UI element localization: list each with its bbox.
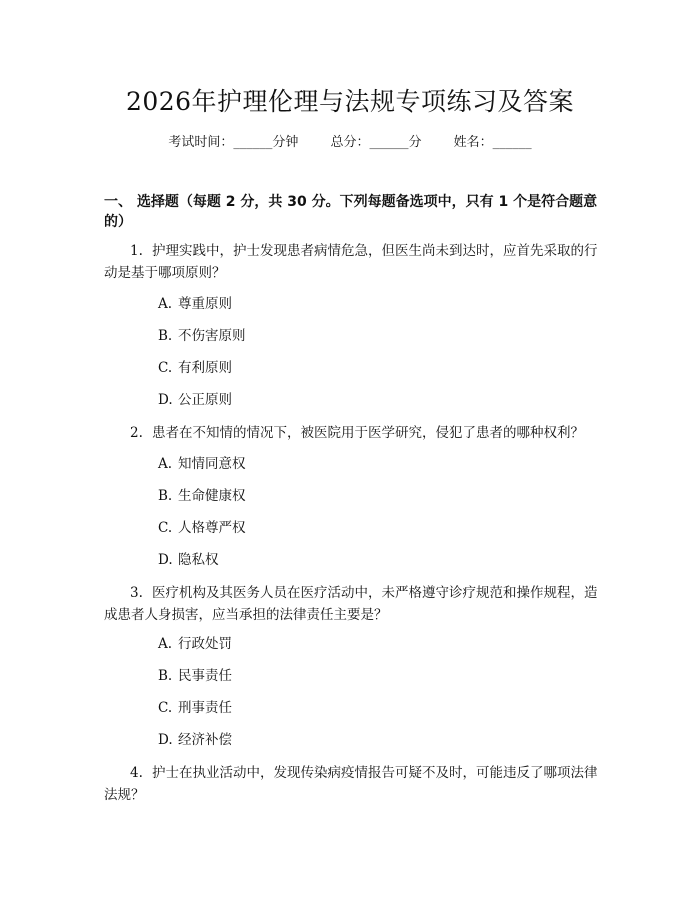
option-letter: C. <box>158 700 173 716</box>
question-stem: 护士在执业活动中，发现传染病疫情报告可疑不及时，可能违反了哪项法律法规？ <box>104 765 598 803</box>
option-letter: A. <box>158 296 173 312</box>
exam-time-field: 考试时间：______分钟 <box>168 135 299 150</box>
option-1d <box>158 390 232 410</box>
option-text: 人格尊严权 <box>178 520 246 536</box>
option-text: 行政处罚 <box>178 636 232 652</box>
option-letter: D. <box>158 552 173 568</box>
option-3c <box>158 698 232 718</box>
option-text: 不伤害原则 <box>178 328 246 344</box>
option-1c <box>158 358 232 378</box>
option-3d <box>158 730 232 750</box>
name-field: 姓名：______ <box>453 135 532 150</box>
question-number: 2. <box>130 425 143 441</box>
question-stem: 患者在不知情的情况下，被医院用于医学研究，侵犯了患者的哪种权利？ <box>152 425 584 441</box>
option-text: 隐私权 <box>178 552 219 568</box>
option-letter: B. <box>158 328 173 344</box>
question-3 <box>104 582 604 626</box>
question-4 <box>104 762 604 806</box>
question-stem: 护理实践中，护士发现患者病情危急，但医生尚未到达时，应首先采取的行动是基于哪项原则？ <box>104 243 598 281</box>
option-1a <box>158 294 232 314</box>
option-text: 民事责任 <box>178 668 232 684</box>
option-text: 有利原则 <box>178 360 232 376</box>
option-2c <box>158 518 246 538</box>
question-stem: 医疗机构及其医务人员在医疗活动中，未严格遵守诊疗规范和操作规程，造成患者人身损害，应当承担的法律责任主要是？ <box>104 585 598 623</box>
question-1 <box>104 240 604 284</box>
option-text: 公正原则 <box>178 392 232 408</box>
option-2b <box>158 486 246 506</box>
option-text: 尊重原则 <box>178 296 232 312</box>
question-number: 1. <box>130 243 143 259</box>
option-letter: D. <box>158 392 173 408</box>
option-letter: A. <box>158 456 173 472</box>
option-1b <box>158 326 246 346</box>
exam-meta <box>0 131 700 150</box>
option-letter: C. <box>158 520 173 536</box>
option-letter: D. <box>158 732 173 748</box>
question-number: 4. <box>130 765 143 781</box>
option-letter: A. <box>158 636 173 652</box>
option-letter: B. <box>158 668 173 684</box>
option-text: 经济补偿 <box>178 732 232 748</box>
page-title: 2026年护理伦理与法规专项练习及答案 <box>125 87 575 116</box>
option-text: 知情同意权 <box>178 456 246 472</box>
section-heading: 一、 选择题（每题 2 分，共 30 分。下列每题备选项中，只有 1 个是符合题意的） <box>104 194 598 230</box>
question-2 <box>104 422 604 444</box>
option-text: 刑事责任 <box>178 700 232 716</box>
option-3a <box>158 634 232 654</box>
option-2d <box>158 550 219 570</box>
question-number: 3. <box>130 585 143 601</box>
option-2a <box>158 454 246 474</box>
total-score-field: 总分：______分 <box>330 135 422 150</box>
option-letter: B. <box>158 488 173 504</box>
option-letter: C. <box>158 360 173 376</box>
option-3b <box>158 666 232 686</box>
option-text: 生命健康权 <box>178 488 246 504</box>
